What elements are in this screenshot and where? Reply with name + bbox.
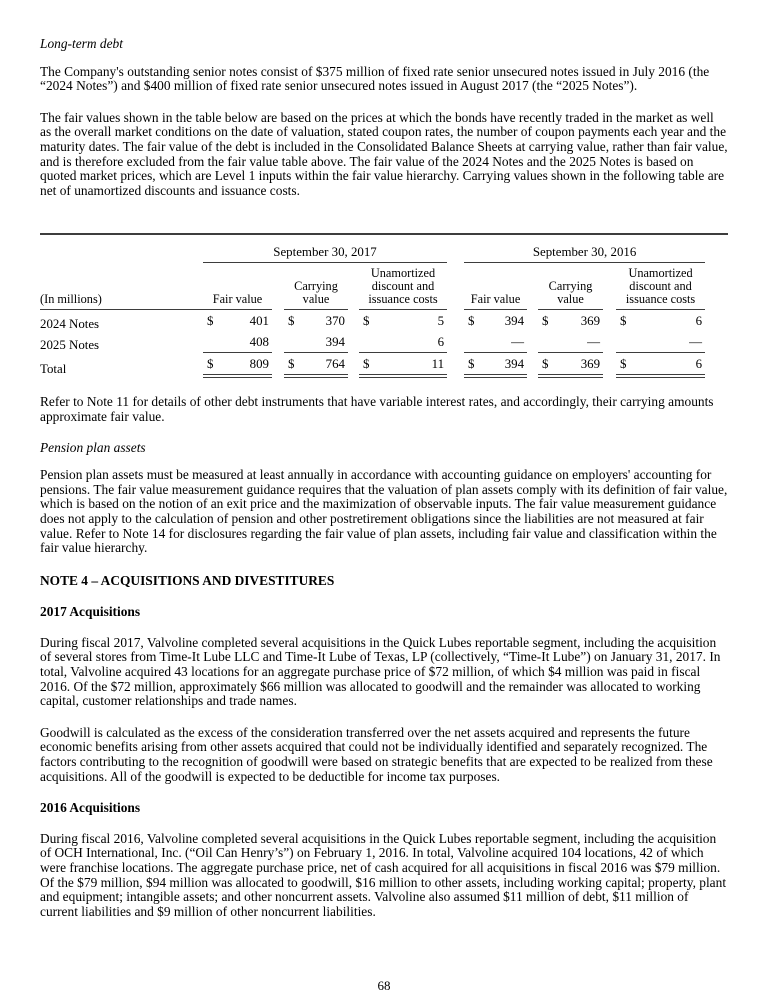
column-gap [447,234,464,263]
table-trailing-cell [705,234,728,263]
row-label: Total [40,361,67,376]
table-corner-cell [40,234,203,263]
col-header-carrying-value-2016: Carrying value [538,263,603,310]
money-cell [464,310,527,332]
table-row-total [40,353,728,377]
cell-value: 5 [437,313,445,328]
row-label: 2024 Notes [40,316,100,331]
column-gap [603,353,616,377]
column-gap [348,310,359,332]
column-gap [527,331,538,353]
para-2017-acquisitions: During fiscal 2017, Valvoline completed several acquisitions in the Quick Lubes reportable segment, including the acquisition of several stores from Time-It Lube LLC and Time-It Lube of Texas, LP (collectively, “Time-It Lube”) on January 31, 2017. In total, Valvoline acquired 43 locations for an aggregate purchase price of $72 million, of which $4 million was paid in fiscal 2016. Of the $72 million, approximately $66 million was allocated to goodwill and the remainder was allocated to working capital, customer relationships and trade names. [40,634,721,709]
column-gap [348,263,359,310]
money-cell [616,331,705,353]
col-header-carrying-value-2017: Carrying value [284,263,348,310]
para-goodwill: Goodwill is calculated as the excess of the consideration transferred over the net assets acquired and represents the future economic benefits arising from other assets acquired that could not be individually identified and separately recognized. The factors contributing to the recognition of goodwill were based on strategic benefits that are expected to be realized from these acquisitions. All of the goodwill is expected to be deductible for income tax purposes. [40,724,713,784]
para-pension-assets-body: Pension plan assets must be measured at least annually in accordance with accounting guidance on employers' accounting for pensions. The fair value measurement guidance requires that the valuation of plan assets comply with its definition of fair value, which is based on the notion of an exit price and the maximization of observable inputs. The fair value measurement guidance does not apply to the calculation of pension and other postretirement obligations since the liabilities are not measured at fair value. Refer to Note 14 for disclosures regarding the fair value of plan assets, including fair value and classification within the fair value hierarchy. [40,467,728,556]
money-cell [203,353,272,377]
cell-value: 394 [325,334,345,349]
table-row-2024-notes [40,310,728,332]
dollar-sign: $ [363,313,370,328]
money-cell [359,353,447,377]
cell-value: 764 [325,356,345,371]
debt-fair-value-table [40,233,728,378]
money-cell [203,331,272,353]
col-header-unamortized-2017: Unamortized discount and issuance costs [359,263,447,310]
dollar-sign: $ [542,356,549,371]
table-trailing-cell [705,331,728,353]
table-col-group-2017: September 30, 2017 [203,234,447,263]
table-trailing-cell [705,353,728,377]
cell-value: 369 [580,313,601,328]
table-stub-header: (In millions) [40,263,203,310]
column-gap [527,263,538,310]
col-header-fair-value-2017: Fair value [203,263,272,310]
heading-2017-acquisitions: 2017 Acquisitions [40,604,141,620]
dollar-sign: $ [207,356,214,371]
col-header-fair-value-2016: Fair value [464,263,527,310]
heading-pension-plan-assets: Pension plan assets [40,439,146,455]
money-cell [203,310,272,332]
cell-value: 6 [695,313,703,328]
dollar-sign: $ [542,313,549,328]
cell-value: 369 [580,356,601,371]
para-fair-values: The fair values shown in the table below are based on the prices at which the bonds have recently traded in the market as well as the overall market conditions on the date of valuation, stated coupon rates, the number of coupon payments each year and the maturity dates. The fair value of the debt is included in the Consolidated Balance Sheets at carrying value, rather than fair value, and is therefore excluded from the fair value table above. The fair value of the 2024 Notes and the 2025 Notes is based on quoted market prices, which are Level 1 inputs within the fair value hierarchy. Carrying values shown in the following table are net of unamortized discounts and issuance costs. [40,109,728,198]
cell-value: — [511,334,525,349]
column-gap [527,310,538,332]
column-gap [272,310,284,332]
money-cell [616,310,705,332]
para-2016-acquisitions: During fiscal 2016, Valvoline completed several acquisitions in the Quick Lubes reportable segment, including the acquisition of OCH International, Inc. (“Oil Can Henry’s”) on February 1, 2016. In total, Valvoline acquired 104 locations, 42 of which were franchise locations. The aggregate purchase price, net of cash acquired for all acquisitions in fiscal 2016 was $79 million. Of the $79 million, $94 million was allocated to goodwill, $16 million to other assets, including working capital; property, plant and equipment; intangible assets; and other noncurrent assets. Valvoline also assumed $11 million of debt, $11 million of current liabilities and $9 million of other noncurrent liabilities. [40,830,727,919]
cell-value: 401 [249,313,269,328]
cell-value: — [689,334,703,349]
column-gap [447,331,464,353]
column-gap [272,263,284,310]
table-row-2025-notes [40,331,728,353]
cell-value: 6 [437,334,445,349]
col-header-unamortized-2016: Unamortized discount and issuance costs [616,263,705,310]
dollar-sign: $ [288,313,295,328]
money-cell [359,310,447,332]
heading-long-term-debt: Long-term debt [40,36,123,51]
column-gap [603,263,616,310]
page-number: 68 [377,978,391,994]
money-cell [616,353,705,377]
column-gap [348,331,359,353]
column-gap [447,353,464,377]
table-header-row [40,263,728,310]
dollar-sign: $ [288,356,295,371]
dollar-sign: $ [468,356,475,371]
money-cell [284,331,348,353]
money-cell [538,331,603,353]
cell-value: 370 [325,313,345,328]
column-gap [603,310,616,332]
money-cell [538,310,603,332]
cell-value: 394 [504,313,525,328]
money-cell [284,310,348,332]
column-gap [272,353,284,377]
table-trailing-cell [705,263,728,310]
table-group-header-row [40,234,728,263]
table-trailing-cell [705,310,728,332]
dollar-sign: $ [363,356,370,371]
column-gap [348,353,359,377]
heading-note-4: NOTE 4 – ACQUISITIONS AND DIVESTITURES [40,572,335,588]
cell-value: 6 [695,356,703,371]
cell-value: 11 [431,356,445,371]
dollar-sign: $ [468,313,475,328]
dollar-sign: $ [620,313,627,328]
money-cell [464,331,527,353]
heading-2016-acquisitions: 2016 Acquisitions [40,800,141,816]
para-note-11: Refer to Note 11 for details of other debt instruments that have variable interest rates, and accordingly, their carrying amounts approximate fair value. [40,394,714,424]
column-gap [272,331,284,353]
cell-value: — [587,334,601,349]
column-gap [603,331,616,353]
dollar-sign: $ [207,313,214,328]
money-cell [359,331,447,353]
column-gap [447,263,464,310]
cell-value: 809 [249,356,269,371]
column-gap [527,353,538,377]
table-col-group-2016: September 30, 2016 [464,234,705,263]
money-cell [538,353,603,377]
dollar-sign: $ [620,356,627,371]
para-senior-notes: The Company's outstanding senior notes consist of $375 million of fixed rate senior unsecured notes issued in July 2016 (the “2024 Notes”) and $400 million of fixed rate senior unsecured notes issued in August 2017 (the “2025 Notes”). [40,63,710,94]
column-gap [447,310,464,332]
cell-value: 408 [249,334,269,349]
money-cell [464,353,527,377]
row-label: 2025 Notes [40,338,100,353]
cell-value: 394 [504,356,525,371]
money-cell [284,353,348,377]
